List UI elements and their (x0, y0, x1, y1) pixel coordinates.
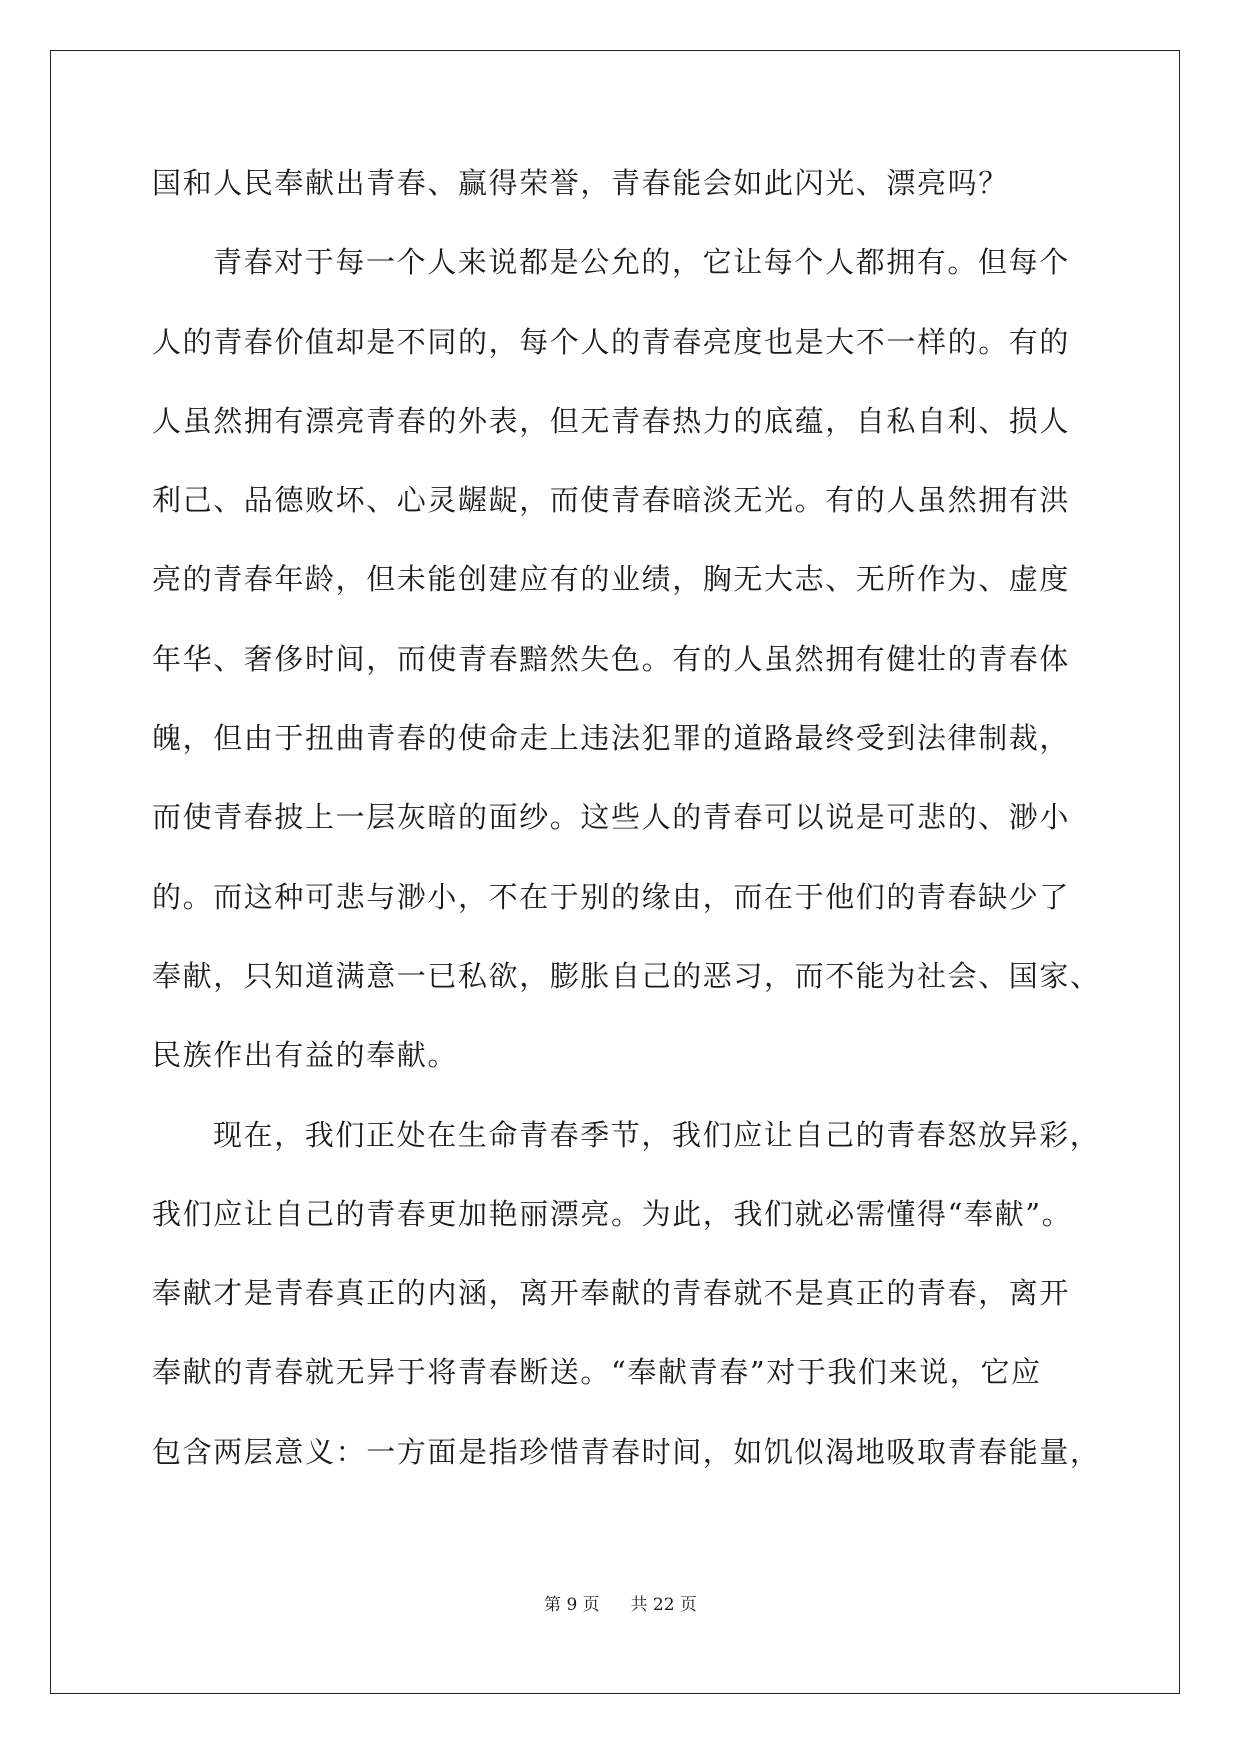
text-line: 而使青春披上一层灰暗的面纱。这些人的青春可以说是可悲的、渺小 (152, 800, 1071, 835)
page-total: 共 22 页 (630, 1595, 697, 1615)
text-line: 我们应让自己的青春更加艳丽漂亮。为此，我们就必需懂得“奉献”。 (152, 1196, 1073, 1231)
text-line: 包含两层意义：一方面是指珍惜青春时间，如饥似渴地吸取青春能量， (152, 1434, 1101, 1469)
text-line: 人的青春价值却是不同的，每个人的青春亮度也是大不一样的。有的 (152, 324, 1071, 359)
text-line: 利己、品德败坏、心灵龌龊，而使青春暗淡无光。有的人虽然拥有洪 (152, 483, 1071, 518)
text-line: 奉献的青春就无异于将青春断送。“奉献青春”对于我们来说，它应 (152, 1355, 1042, 1390)
text-line: 现在，我们正处在生命青春季节，我们应让自己的青春怒放异彩， (213, 1117, 1101, 1152)
body-text (152, 163, 1101, 1511)
text-line: 的。而这种可悲与渺小，不在于别的缘由，而在于他们的青春缺少了 (152, 879, 1071, 914)
text-line: 年华、奢侈时间，而使青春黯然失色。有的人虽然拥有健壮的青春体 (152, 641, 1071, 676)
page-number: 第 9 页 (544, 1595, 600, 1615)
text-line: 奉献，只知道满意一已私欲，膨胀自己的恶习，而不能为社会、国家、 (152, 958, 1101, 993)
text-line: 民族作出有益的奉献。 (152, 1038, 459, 1073)
text-line: 奉献才是青春真正的内涵，离开奉献的青春就不是真正的青春，离开 (152, 1276, 1071, 1311)
text-line: 人虽然拥有漂亮青春的外表，但无青春热力的底蕴，自私自利、损人 (152, 403, 1071, 438)
text-line: 青春对于每一个人来说都是公允的，它让每个人都拥有。但每个 (213, 245, 1070, 280)
text-line: 国和人民奉献出青春、赢得荣誉，青春能会如此闪光、漂亮吗？ (152, 166, 1009, 200)
text-line: 亮的青春年龄，但未能创建应有的业绩，胸无大志、无所作为、虚度 (152, 562, 1071, 597)
page-footer (0, 1593, 1241, 1617)
text-line: 魄，但由于扭曲青春的使命走上违法犯罪的道路最终受到法律制裁， (152, 721, 1071, 756)
